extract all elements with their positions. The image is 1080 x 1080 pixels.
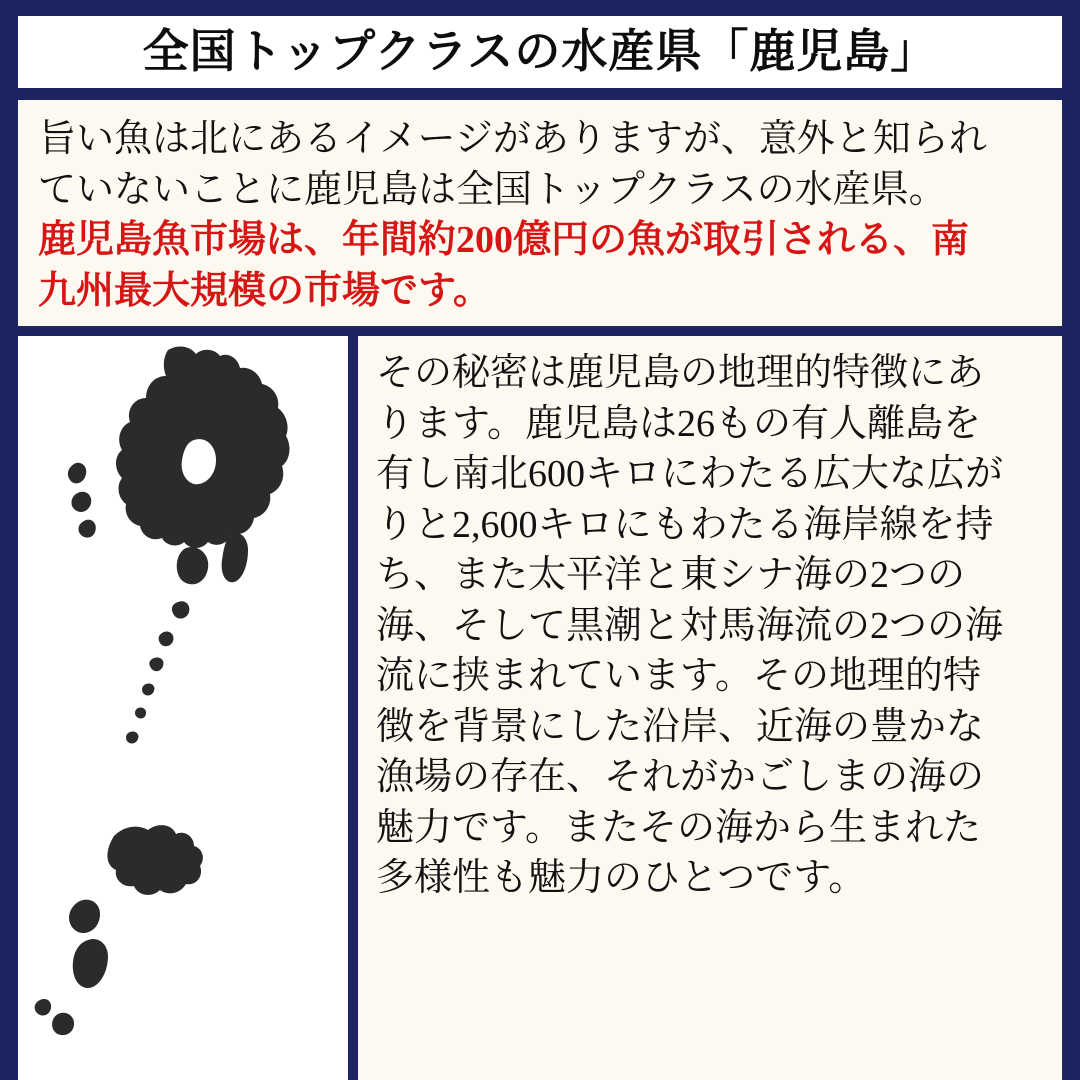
intro-line-1: 旨い魚は北にあるイメージがありますが、意外と知られ [38, 118, 987, 160]
body-line-4: りと2,600キロにもわたる海岸線を持 [376, 503, 994, 546]
body-line-3: 有し南北600キロにわたる広大な広が [376, 453, 1004, 496]
body-line-5: ち、また太平洋と東シナ海の2つの [376, 554, 966, 597]
body-line-1: その秘密は鹿児島の地理的特徴にあ [376, 352, 985, 395]
body-line-8: 徴を背景にした沿岸、近海の豊かな [376, 705, 985, 748]
body-line-7: 流に挟まれています。その地理的特 [376, 655, 981, 698]
lower-section [18, 336, 1062, 1080]
intro-text-block [18, 100, 1062, 326]
title-bar [18, 16, 1062, 88]
body-line-11: 多様性も魅力のひとつです。 [376, 857, 867, 900]
intro-accent-line-1: 鹿児島魚市場は、年間約200億円の魚が取引される、南 [38, 219, 970, 262]
body-line-10: 魅力です。またその海から生まれた [376, 806, 981, 849]
kagoshima-map-image [18, 336, 348, 1080]
intro-line-2: ていないことに鹿児島は全国トップクラスの水産県。 [38, 168, 947, 211]
body-line-6: 海、そして黒潮と対馬海流の2つの海 [376, 604, 1004, 647]
intro-accent-line-2: 九州最大規模の市場です。 [38, 269, 491, 312]
map-icon [18, 336, 348, 1080]
body-line-9: 漁場の存在、それがかごしまの海の [376, 756, 985, 799]
body-line-2: ります。鹿児島は26もの有人離島を [376, 402, 981, 445]
page-title: 全国トップクラスの水産県「鹿児島」 [142, 26, 938, 77]
body-text-block [358, 336, 1062, 1080]
